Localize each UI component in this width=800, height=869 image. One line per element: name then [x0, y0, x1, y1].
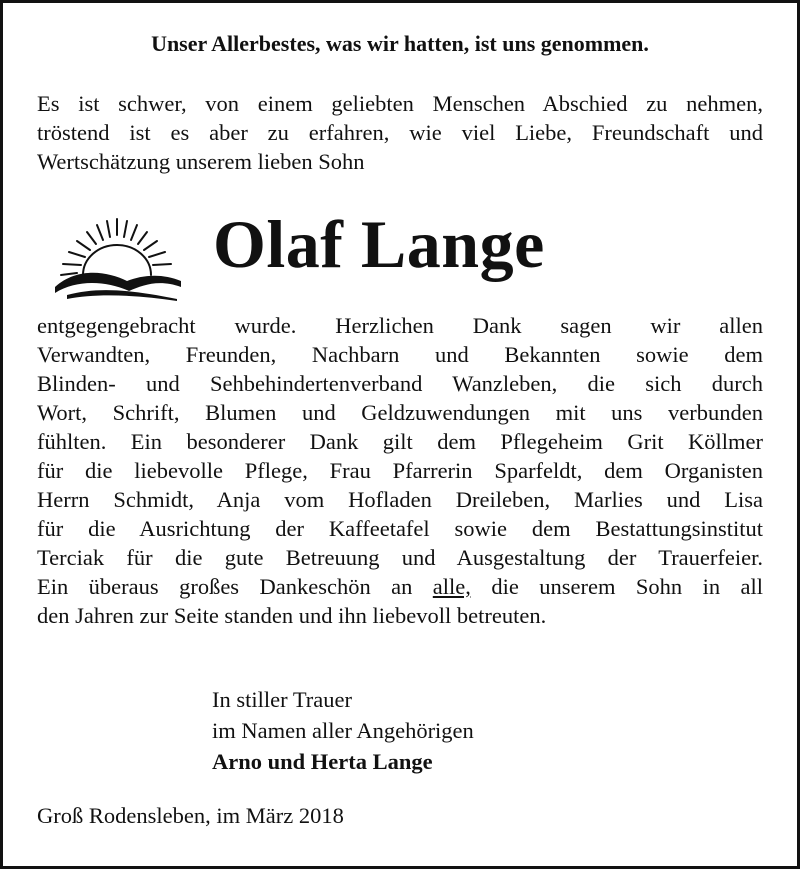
body-line: Blinden- und Sehbehindertenverband Wanzleben, die sich durch — [37, 371, 763, 396]
thanks-paragraph — [37, 311, 763, 630]
body-line: für die liebevolle Pflege, Frau Pfarrerin Sparfeldt, dem Organisten — [37, 458, 763, 483]
intro-line: tröstend ist es aber zu erfahren, wie viel Liebe, Freundschaft und — [37, 120, 763, 145]
intro-paragraph — [37, 89, 763, 176]
intro-line: Wertschätzung unserem lieben Sohn — [37, 149, 365, 174]
signoff-names: Arno und Herta Lange — [212, 749, 433, 774]
intro-line: Es ist schwer, von einem geliebten Menschen Abschied zu nehmen, — [37, 91, 763, 116]
body-line-post: die unserem Sohn in all — [470, 574, 764, 599]
body-line: Terciak für die gute Betreuung und Ausgestaltung der Trauerfeier. — [37, 545, 763, 570]
body-line-pre: Ein überaus großes Dankeschön an — [37, 574, 433, 599]
body-line: den Jahren zur Seite standen und ihn liebevoll betreuten. — [37, 603, 547, 628]
signoff-mourning: In stiller Trauer — [212, 687, 352, 712]
place-date: Groß Rodensleben, im März 2018 — [37, 803, 344, 828]
sunset-over-hills-icon — [47, 207, 187, 303]
signoff — [212, 684, 474, 777]
body-line: Wort, Schrift, Blumen und Geldzuwendungen mit uns verbunden — [37, 400, 763, 425]
underlined-word: alle, — [432, 574, 471, 599]
body-line — [37, 572, 763, 601]
headline: Unser Allerbestes, was wir hatten, ist uns genommen. — [151, 31, 649, 56]
body-line: für die Ausrichtung der Kaffeetafel sowie dem Bestattungsinstitut — [37, 516, 763, 541]
body-line: Herrn Schmidt, Anja vom Hofladen Dreileben, Marlies und Lisa — [37, 487, 763, 512]
deceased-name: Olaf Lange — [213, 206, 545, 282]
body-line: entgegengebracht wurde. Herzlichen Dank sagen wir allen — [37, 313, 763, 338]
body-line: Verwandten, Freunden, Nachbarn und Bekannten sowie dem — [37, 342, 763, 367]
signoff-relatives: im Namen aller Angehörigen — [212, 718, 474, 743]
body-line: fühlten. Ein besonderer Dank gilt dem Pflegeheim Grit Köllmer — [37, 429, 763, 454]
